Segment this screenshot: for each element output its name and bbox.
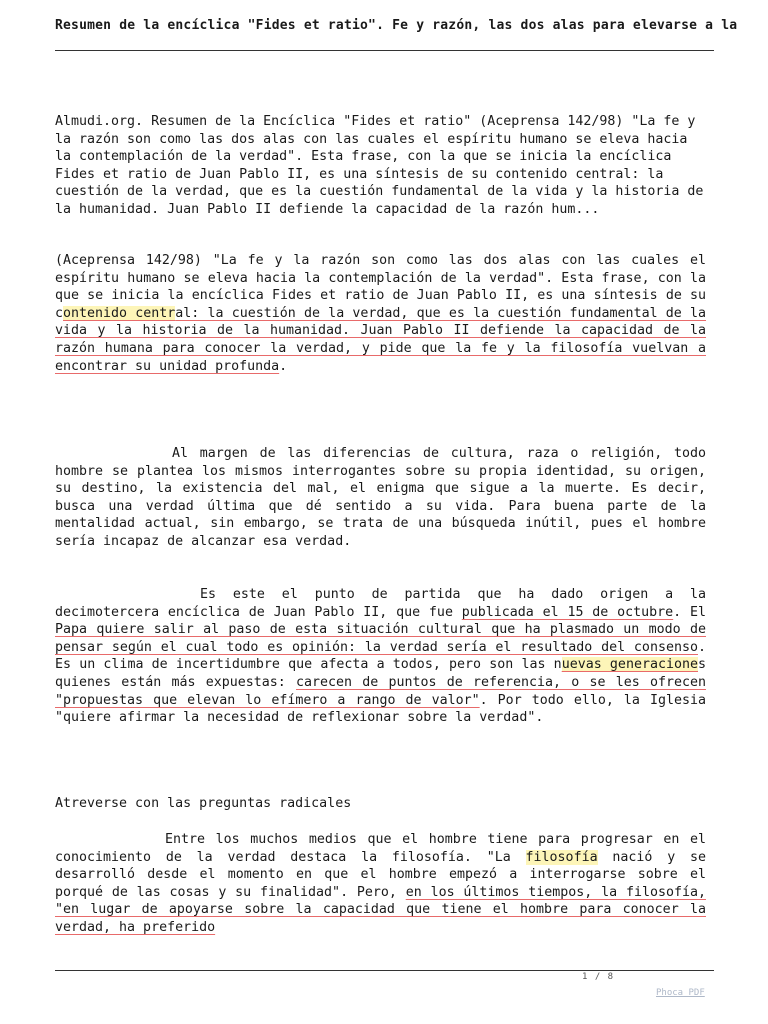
header-divider [55, 50, 714, 51]
paragraph-1-end: . [279, 358, 288, 374]
underline-carecen[interactable]: carecen de puntos de referencia, o se les ofrecen "propuestas que elevan lo efímero a rango de valor" [55, 674, 706, 708]
paragraph-4-text-a: Entre los muchos medios que el hombre tiene para progresar en el conocimiento de la verdad destaca la filosofía. "La [55, 832, 706, 865]
paragraph-3-text-c: . Es un clima de incertidumbre que afecta a todos, pero son las n [55, 639, 706, 673]
paragraph-3 [55, 586, 706, 727]
footer-brand-link[interactable]: Phoca PDF [656, 988, 705, 998]
highlight-filosofia[interactable]: filosofía [525, 849, 598, 865]
paragraph-3-text-e: . Por todo ello, la Iglesia "quiere afirmar la necesidad de reflexionar sobre la verdad". [55, 692, 706, 726]
paragraph-4-text-b: nació y se desarrolló desde el momento en que el hombre empezó a interrogarse sobre el porqué de las cosas y su finalidad". Pero, [55, 849, 706, 900]
paragraph-1-text: (Aceprensa 142/98) "La fe y la razón son como las dos alas con las cuales el espíritu humano se eleva hacia la contemplación de la verdad". Esta frase, con la que se inicia la encíclica Fides et ratio de Juan Pablo II, es una síntesis de su c [55, 253, 706, 321]
section-heading: Atreverse con las preguntas radicales [55, 796, 352, 811]
paragraph-1 [55, 252, 706, 375]
footer-divider [55, 970, 714, 971]
underline-ultimos-tiempos[interactable]: en los últimos tiempos, la filosofía, "en lugar de apoyarse sobre la capacidad que tiene el hombre para conocer la verdad, ha preferido [55, 884, 706, 935]
paragraph-3-text-a: Es este el punto de partida que ha dado origen a la decimotercera encíclica de Juan Pablo II, que fue [55, 587, 706, 620]
underline-papa-quiere[interactable]: Papa quiere salir al paso de esta situación cultural que ha plasmado un modo de pensar según el cual todo es opinión: la verdad sería el resultado del consenso [55, 622, 706, 655]
paragraph-3-text-b: . El [673, 604, 706, 620]
paragraph-2: Al margen de las diferencias de cultura, raza o religión, todo hombre se plantea los mismos interrogantes sobre su propia identidad, su origen, su destino, la existencia del mal, el enigma que sigue a la muerte. Es decir, busca una verdad última que dé sentido a su vida. Para buena parte de la mentalidad actual, sin embargo, se trata de una búsqueda inútil, pues el hombre sería incapaz de alcanzar esa verdad. [55, 446, 706, 549]
highlight-contenido-central[interactable]: ontenido centr [63, 305, 176, 321]
underline-publicada[interactable]: publicada el 15 de octubre [461, 604, 674, 620]
page-title: Resumen de la encíclica "Fides et ratio". Fe y razón, las dos alas para elevarse a la [55, 18, 738, 33]
paragraph-4 [55, 831, 706, 937]
paragraph-3-text-d: s quienes están más expuestas: [55, 657, 707, 690]
highlight-nuevas-generaciones[interactable]: uevas generacione [561, 657, 698, 673]
underlined-passage[interactable]: al: la cuestión de la verdad, que es la cuestión fundamental de la vida y la historia de la humanidad. Juan Pablo II defiende la capacidad de la razón humana para conocer la verdad, y pide que la fe y la filosofía vuelvan a encontrar su unidad profunda [55, 305, 707, 374]
page-number: 1 / 8 [582, 972, 615, 982]
intro-paragraph: Almudi.org. Resumen de la Encíclica "Fides et ratio" (Aceprensa 142/98) "La fe y la razón son como las dos alas con las cuales el espíritu humano se eleva hacia la contemplación de la verdad". Esta frase, con la que se inicia la encíclica Fides et ratio de Juan Pablo II, es una síntesis de su contenido central: la cuestión de la verdad, que es la cuestión fundamental de la vida y la historia de la humanidad. Juan Pablo II defiende la capacidad de la razón hum... [55, 114, 704, 217]
